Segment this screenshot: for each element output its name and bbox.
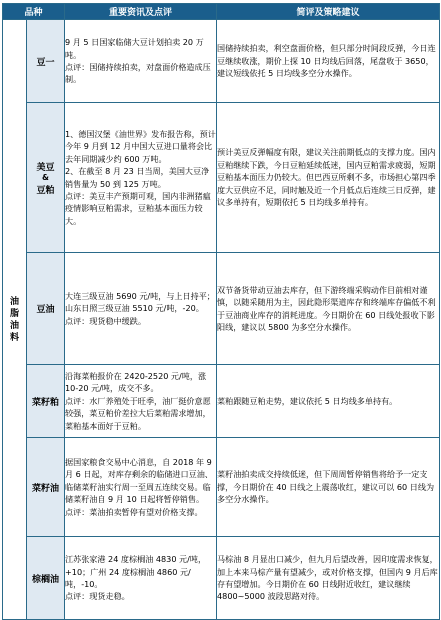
group-label: 油脂油料: [9, 296, 19, 343]
table-row: [3, 253, 440, 365]
news-cell: [65, 253, 217, 365]
news-cell: [65, 537, 217, 620]
strategy-text: 菜籽油拍卖成交持续低迷，但下周周暂停销售将给予一定支撑，今日期价在 40 日线之上震荡收红，建议可以 60 日线为多空分水操作。: [217, 469, 435, 505]
category-cell: 菜籽油: [27, 438, 65, 537]
header-row: [3, 4, 440, 20]
news-text: 沿海菜粕报价在 2420-2520 元/吨，涨 10-20 元/吨，成交不多。: [65, 370, 207, 394]
news-text: 江苏张家港 24 度棕榈油 4830 元/吨，+10；广州 24 度棕榈油 4860 元/吨，-10。: [65, 554, 207, 589]
category-cell: [27, 103, 65, 253]
news-comment: 点评：现货稳中缓跌。: [65, 315, 146, 326]
strategy-cell: [217, 253, 440, 365]
news-text: 2、在截至 8 月 23 日当周，美国大豆净销售量为 50 到 125 万吨。: [65, 166, 210, 189]
category-line-2: 豆粕: [36, 185, 55, 196]
category-cell: 棕榈油: [27, 537, 65, 620]
news-text: 1、德国汉堡《油世界》发布报告称，预计今年 9 月到 12 月中国大豆进口量将会比去年同期减少约 600 万吨。: [65, 128, 216, 164]
news-text: 据国家粮食交易中心消息，自 2018 年 9 月 6 日起，对库存剩余的临储进口豆油、临储菜籽油实行周一至周五连续交易。临储菜籽油自 9 月 10 日起将暂停销售。: [65, 456, 213, 505]
table-row: [3, 365, 440, 438]
news-comment: 点评：美豆丰产预期可观，国内非洲猪瘟疫情影响豆粕需求，豆粕基本面压力较大。: [65, 190, 211, 226]
news-cell: [65, 103, 217, 253]
news-cell: [65, 365, 217, 438]
header-variety: 品种: [3, 4, 65, 20]
header-strategy: 简评及策略建议: [217, 4, 440, 20]
commodity-table: [2, 3, 440, 620]
category-cell: 菜籽粕: [27, 365, 65, 438]
news-comment: 点评：现货走稳。: [65, 591, 130, 602]
strategy-text: 双节备货带动豆油去库存，但下游终端采购动作目前相对谨慎，以随采随用为主，因此隐形渠道库存和终端库存偏低不利于豆油商业库存的消耗进度。今日期价在 60 日线处报收下影阳线，建议以 5800 为多空分水操作。: [217, 284, 436, 332]
table-row: [3, 537, 440, 620]
strategy-cell: [217, 103, 440, 253]
news-comment: 点评：水厂养殖处于旺季，油厂挺价意愿较强，菜豆粕价差拉大后菜粕需求增加，菜粕基本面好于豆粕。: [65, 395, 211, 431]
category-cell: 豆油: [27, 253, 65, 365]
category-cell: 豆一: [27, 20, 65, 103]
header-news: 重要资讯及点评: [65, 4, 217, 20]
news-comment: 点评：国储持续拍卖，对盘面价格造成压制。: [65, 62, 211, 85]
strategy-text: 国储持续拍卖，利空盘面价格，但只部分时间段反弹，今日连豆继续收涨，期价上探 10 日均线后回落，尾盘收于 3650，建议短线依托 5 日均线多空分水操作。: [217, 43, 436, 79]
strategy-cell: [217, 537, 440, 620]
strategy-cell: [217, 365, 440, 438]
news-cell: [65, 438, 217, 537]
strategy-text: 菜粕跟随豆粕走势，建议依托 5 日均线多单持有。: [217, 395, 398, 406]
table-row: [3, 103, 440, 253]
strategy-cell: [217, 20, 440, 103]
news-cell: [65, 20, 217, 103]
strategy-text: 预计美豆反弹幅度有限，建议关注前期低点的支撑力度。国内豆粕继续下跌，今日豆粕延续低迷，国内豆粕需求疲弱，短期豆粕基本面压力仍较大。但巴西豆所剩不多，市场担心第四季度大豆供应不足，同时触及近一个月低点后连续三日反弹，建议多单持有，短期依托 5 日均线多单持有。: [217, 147, 436, 208]
category-amp: &: [42, 172, 49, 182]
news-comment: 点评：菜油拍卖暂停有望对价格支撑。: [65, 506, 203, 517]
strategy-text: 马棕油 8 月显出口减少，但九月后望改善，因印度需求恢复，加上本来马棕产量有望减少，或对价格支撑，但国内 9 月后库存有望增加。今日期价在 60 日线附近收红，建议继续 4800~5000 波段思路对待。: [217, 554, 438, 602]
table-row: [3, 438, 440, 537]
news-text: 大连三级豆油 5690 元/吨，与上日持平；山东日照三级豆油 5510 元/吨，-20。: [65, 290, 215, 314]
strategy-cell: [217, 438, 440, 537]
group-cell: [3, 20, 27, 620]
table-row: [3, 20, 440, 103]
category-line-1: 美豆: [36, 162, 55, 173]
news-text: 9 月 5 日国家临储大豆计划拍卖 20 万吨。: [65, 37, 204, 60]
